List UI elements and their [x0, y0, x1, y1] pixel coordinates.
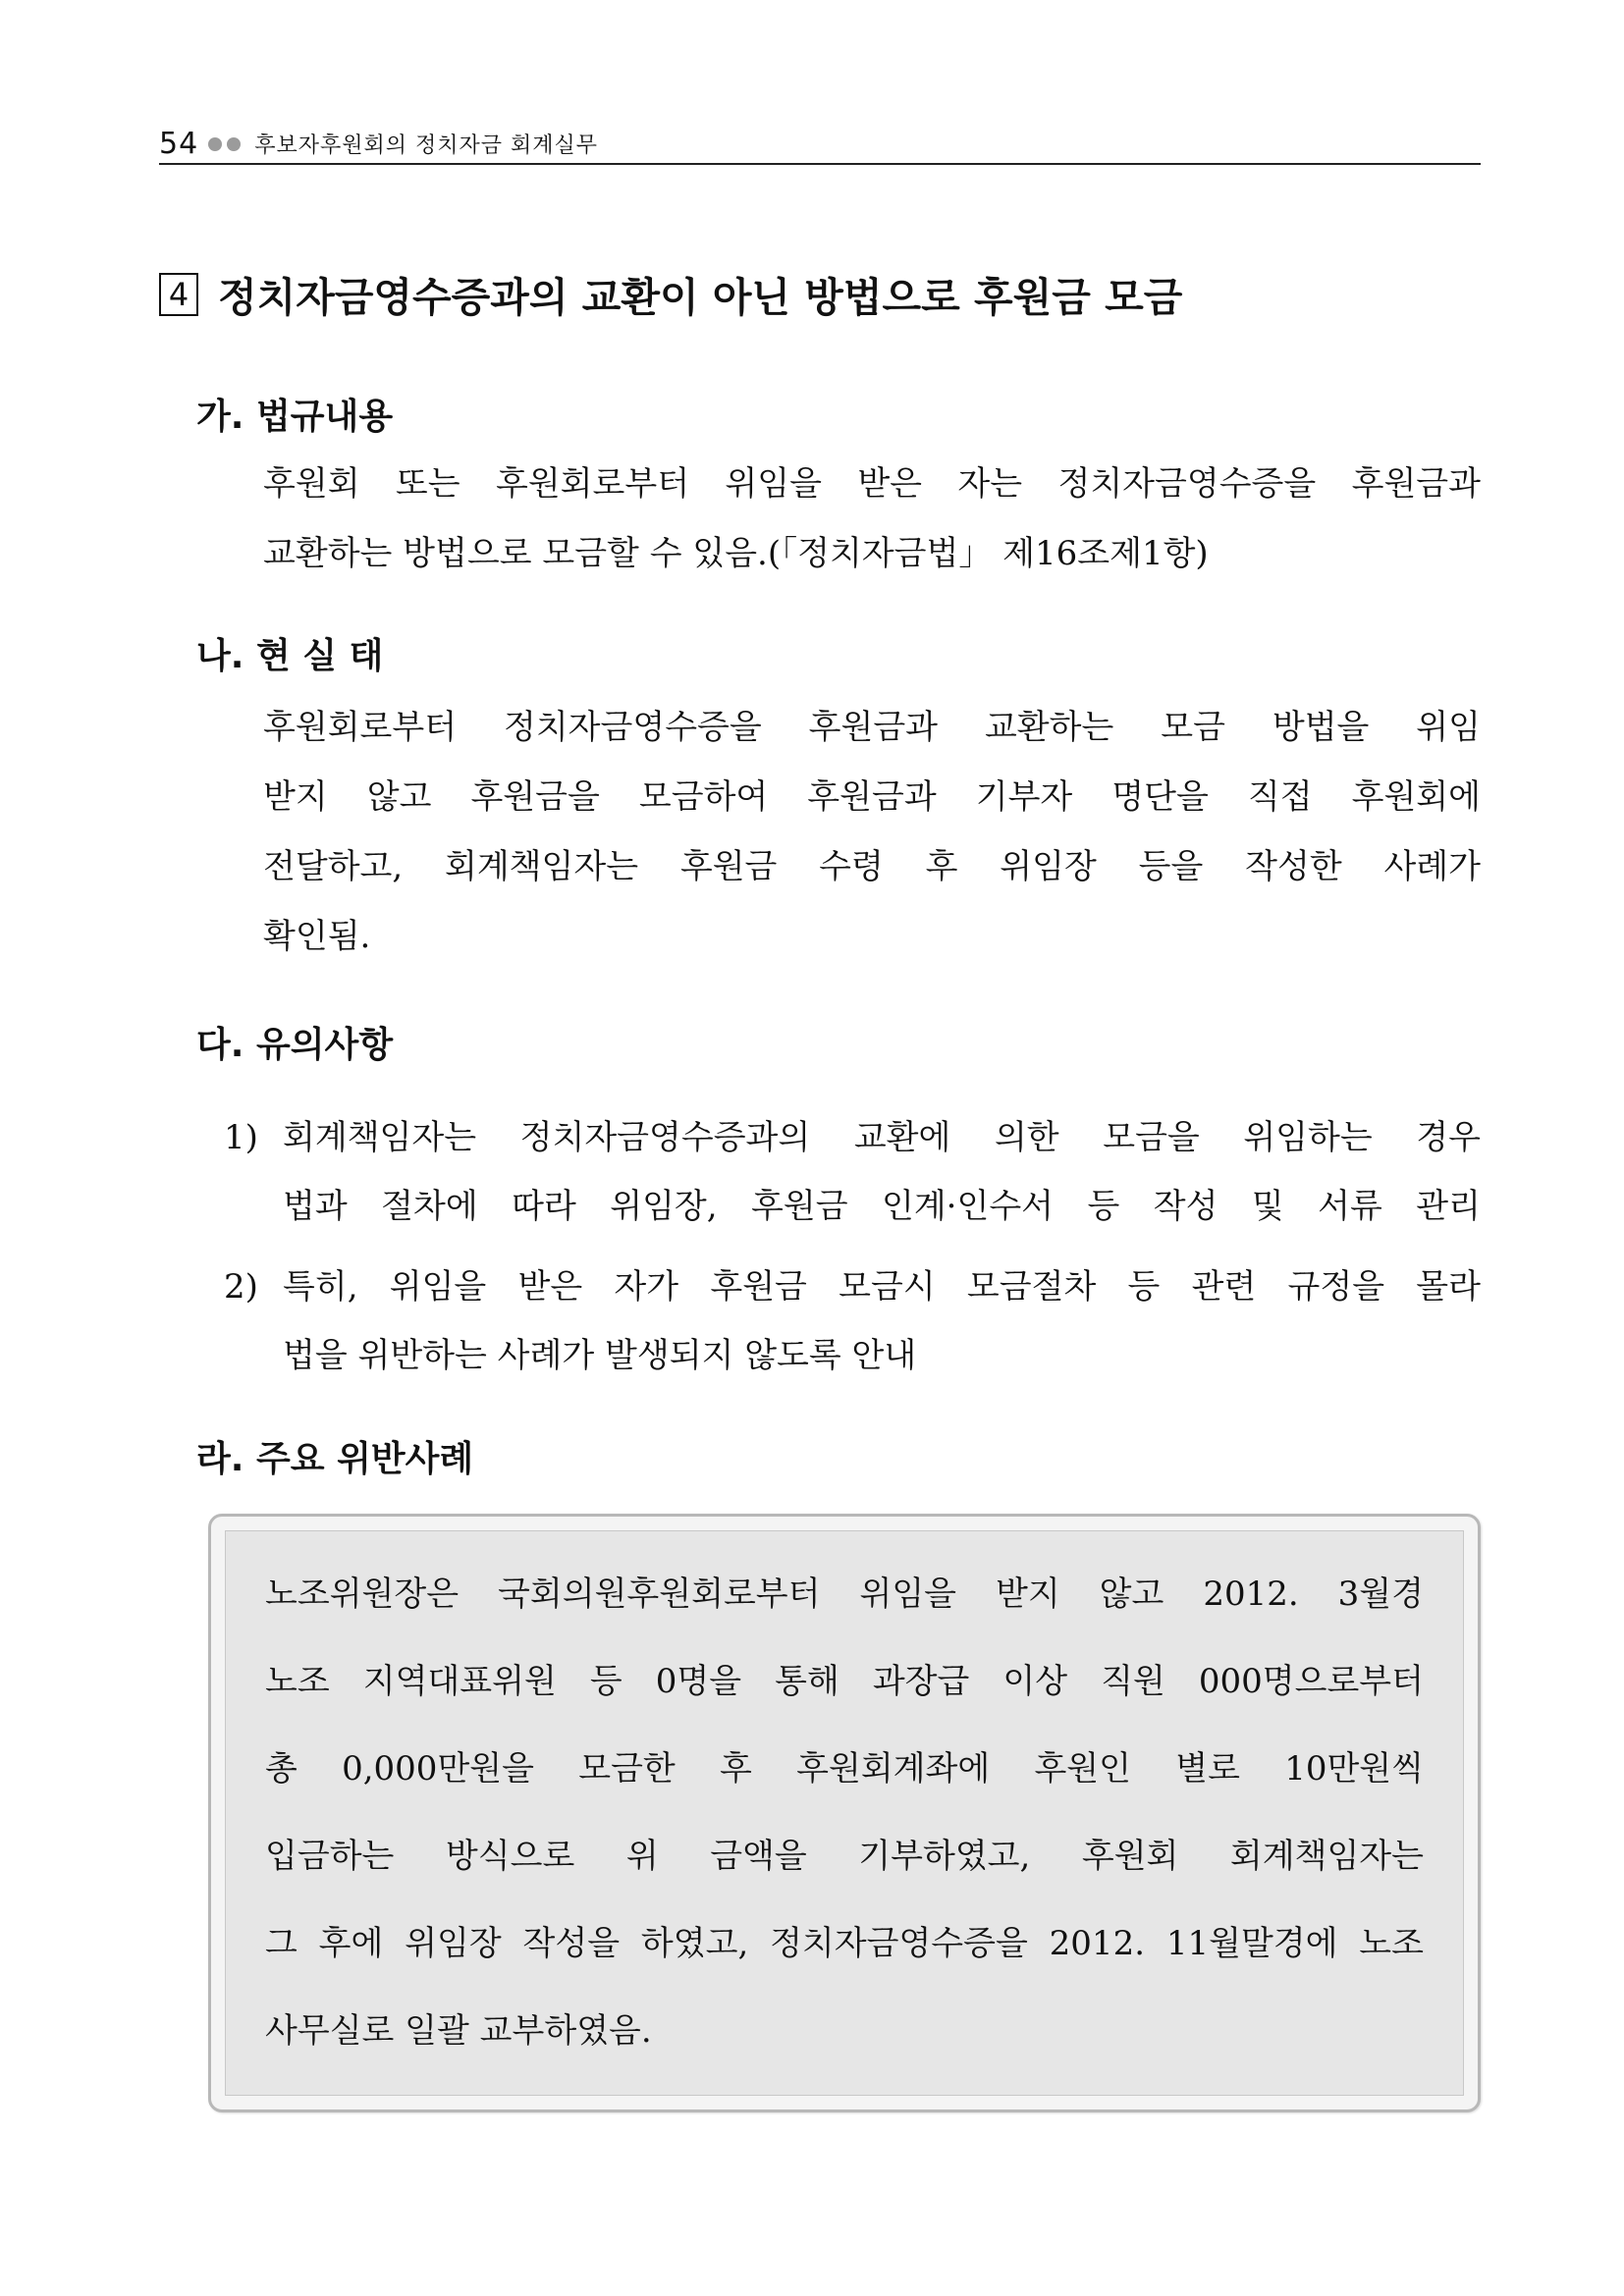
list-marker: 1) — [224, 1118, 258, 1157]
heading-da: 다. 유의사항 — [196, 1025, 394, 1065]
heading-ra: 라. 주요 위반사례 — [196, 1439, 474, 1479]
section-number-box: 4 — [159, 273, 198, 316]
example-line: 노조 지역대표위원 등 0명을 통해 과장급 이상 직원 000명으로부터 — [265, 1662, 1424, 1701]
list-line: 회계책임자는 정치자금영수증과의 교환에 의한 모금을 위임하는 경우 — [283, 1118, 1481, 1157]
list-line: 법과 절차에 따라 위임장, 후원금 인계·인수서 등 작성 및 서류 관리 — [283, 1187, 1481, 1226]
paragraph-line: 전달하고, 회계책임자는 후원금 수령 후 위임장 등을 작성한 사례가 — [263, 847, 1481, 886]
list-line: 법을 위반하는 사례가 발생되지 않도록 안내 — [283, 1336, 917, 1375]
example-line: 총 0,000만원을 모금한 후 후원회계좌에 후원인 별로 10만원씩 — [265, 1749, 1424, 1789]
header-dots-icon — [208, 137, 241, 151]
example-line: 입금하는 방식으로 위 금액을 기부하였고, 후원회 회계책임자는 — [265, 1837, 1424, 1876]
paragraph-line: 교환하는 방법으로 모금할 수 있음.(「정치자금법」 제16조제1항) — [263, 534, 1209, 573]
running-title: 후보자후원회의 정치자금 회계실무 — [254, 133, 598, 158]
violation-example-box — [208, 1514, 1481, 2112]
list-item — [224, 1253, 1481, 1390]
heading-na: 나. 현 실 태 — [196, 636, 384, 676]
list-line: 특히, 위임을 받은 자가 후원금 모금시 모금절차 등 관련 규정을 몰라 — [283, 1267, 1481, 1307]
paragraph-line: 확인됨. — [263, 917, 371, 956]
paragraph-line: 받지 않고 후원금을 모금하여 후원금과 기부자 명단을 직접 후원회에 — [263, 777, 1481, 817]
example-line: 그 후에 위임장 작성을 하였고, 정치자금영수증을 2012. 11월말경에 노조 — [265, 1924, 1424, 1963]
page-number: 54 — [159, 127, 199, 161]
running-header — [159, 124, 1481, 165]
list-marker: 2) — [224, 1267, 258, 1307]
paragraph-ga — [263, 450, 1481, 589]
example-line: 노조위원장은 국회의원후원회로부터 위임을 받지 않고 2012. 3월경 — [265, 1575, 1424, 1614]
example-line: 사무실로 일괄 교부하였음. — [265, 2011, 652, 2051]
heading-ga: 가. 법규내용 — [196, 397, 394, 437]
list-item — [224, 1103, 1481, 1241]
section-title — [159, 265, 1182, 323]
paragraph-line: 후원회로부터 정치자금영수증을 후원금과 교환하는 모금 방법을 위임 — [263, 708, 1481, 747]
violation-example-panel — [225, 1530, 1464, 2096]
section-title-text: 정치자금영수증과의 교환이 아닌 방법으로 후원금 모금 — [218, 274, 1183, 321]
paragraph-na — [263, 693, 1481, 972]
violation-example-text — [265, 1551, 1424, 2075]
paragraph-line: 후원회 또는 후원회로부터 위임을 받은 자는 정치자금영수증을 후원금과 — [263, 464, 1481, 504]
